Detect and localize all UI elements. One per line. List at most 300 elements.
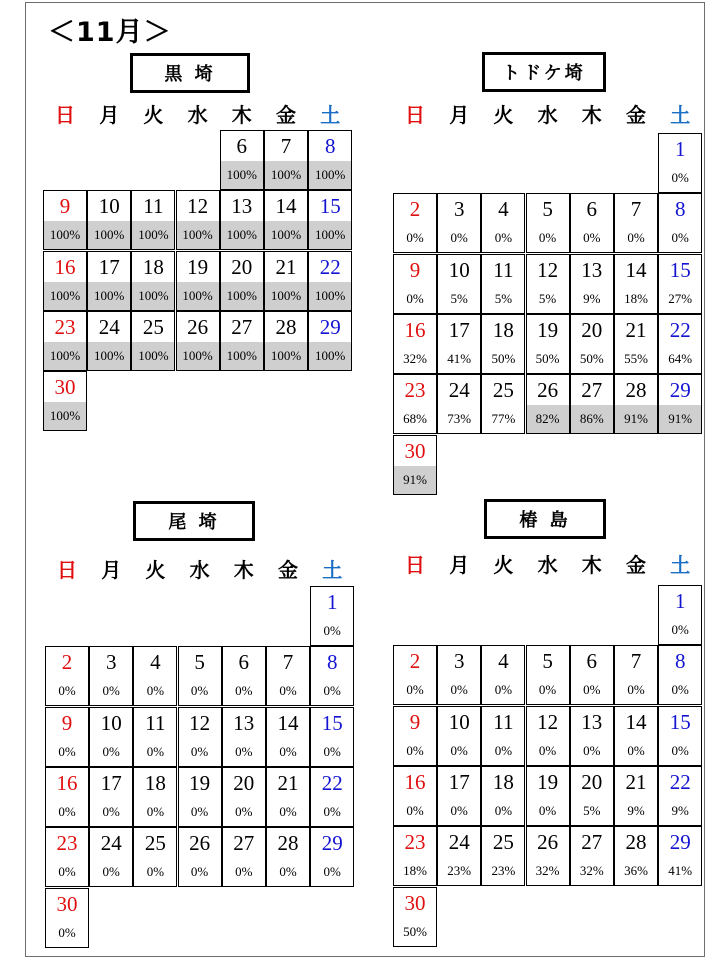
day-percentage: 0%: [146, 864, 165, 880]
day-cell: [526, 826, 570, 886]
weekday-header: 金: [276, 103, 296, 127]
day-cell: [393, 193, 437, 253]
day-cell: [393, 645, 437, 705]
day-cell: [87, 251, 131, 311]
day-percentage: 0%: [58, 864, 76, 880]
day-percentage: 0%: [102, 683, 120, 699]
day-percentage: 0%: [146, 803, 165, 819]
day-cell: [220, 190, 264, 250]
day-number: 16: [56, 770, 78, 795]
weekday-header: 火: [493, 103, 514, 127]
day-cell: [264, 311, 308, 371]
day-cell: [481, 254, 525, 314]
day-cell: [481, 374, 525, 434]
day-cell: [614, 645, 658, 705]
day-percentage: 100%: [309, 161, 351, 189]
day-percentage: 5%: [450, 290, 468, 306]
day-number: 22: [669, 317, 691, 342]
day-percentage: 0%: [146, 743, 165, 759]
day-number: 23: [54, 314, 76, 339]
day-number: 21: [275, 254, 297, 279]
day-number: 11: [493, 709, 514, 734]
day-number: 17: [98, 254, 120, 279]
day-cell: [178, 767, 222, 827]
day-number: 15: [319, 194, 341, 219]
day-percentage: 100%: [221, 221, 263, 249]
day-number: 20: [581, 769, 603, 794]
day-cell: [614, 826, 658, 886]
day-number: 13: [231, 194, 253, 219]
day-cell: [526, 374, 570, 434]
weekday-header: 土: [670, 553, 691, 577]
day-number: 14: [625, 709, 647, 734]
day-number: 2: [409, 649, 421, 674]
day-number: 6: [238, 650, 250, 675]
day-number: 2: [409, 197, 421, 222]
day-cell: [131, 251, 175, 311]
day-cell: [222, 827, 266, 887]
day-percentage: 100%: [44, 342, 86, 370]
day-percentage: 9%: [627, 802, 645, 818]
day-number: 3: [453, 649, 465, 674]
day-percentage: 0%: [58, 683, 76, 699]
day-percentage: 73%: [447, 411, 472, 427]
day-percentage: 0%: [627, 742, 645, 758]
day-percentage: 91%: [394, 466, 436, 494]
day-percentage: 100%: [309, 221, 351, 249]
day-percentage: 100%: [177, 282, 219, 310]
day-percentage: 36%: [624, 863, 648, 879]
day-number: 24: [448, 830, 470, 855]
day-number: 3: [105, 650, 117, 675]
day-number: 10: [100, 710, 122, 735]
site-label: 椿 島: [484, 499, 606, 539]
day-cell: [658, 826, 702, 886]
day-number: 19: [537, 769, 559, 794]
day-percentage: 32%: [403, 350, 427, 366]
day-percentage: 9%: [671, 802, 689, 818]
day-cell: [308, 190, 352, 250]
day-cell: [308, 251, 352, 311]
day-cell: [570, 645, 614, 705]
day-percentage: 0%: [406, 742, 424, 758]
day-number: 4: [498, 649, 509, 674]
day-percentage: 0%: [279, 743, 297, 759]
day-percentage: 100%: [177, 342, 219, 370]
day-number: 27: [233, 831, 255, 856]
day-percentage: 41%: [668, 863, 693, 879]
weekday-header: 火: [493, 553, 514, 577]
day-number: 22: [319, 254, 341, 279]
day-number: 29: [669, 378, 691, 403]
day-number: 18: [492, 769, 514, 794]
day-percentage: 0%: [323, 864, 341, 880]
day-number: 1: [674, 589, 686, 613]
day-cell: [310, 646, 354, 706]
site-label: 黒 埼: [130, 53, 250, 93]
weekday-header: 月: [101, 558, 122, 582]
day-percentage: 100%: [265, 221, 307, 249]
day-percentage: 100%: [221, 161, 263, 189]
day-percentage: 0%: [235, 864, 253, 880]
day-number: 12: [537, 257, 559, 282]
day-cell: [526, 766, 570, 826]
day-percentage: 23%: [447, 863, 472, 879]
day-percentage: 0%: [102, 864, 120, 880]
day-percentage: 0%: [494, 230, 513, 246]
day-cell: [437, 193, 481, 253]
day-cell: [176, 251, 220, 311]
day-percentage: 77%: [491, 411, 516, 427]
day-cell: [264, 130, 308, 190]
day-percentage: 0%: [279, 864, 297, 880]
day-percentage: 64%: [668, 350, 693, 366]
day-cell: [570, 254, 614, 314]
day-cell: [87, 311, 131, 371]
day-number: 30: [404, 890, 426, 915]
day-percentage: 0%: [406, 802, 424, 818]
day-number: 7: [280, 134, 292, 158]
day-percentage: 0%: [671, 622, 689, 637]
day-cell: [614, 374, 658, 434]
day-percentage: 100%: [132, 221, 174, 249]
day-number: 2: [61, 650, 73, 675]
weekday-header: 水: [537, 553, 558, 577]
day-cell: [614, 314, 658, 374]
day-percentage: 32%: [535, 863, 560, 879]
weekday-header: 木: [233, 558, 254, 582]
day-number: 5: [542, 649, 553, 674]
day-number: 18: [144, 770, 166, 795]
day-percentage: 0%: [494, 802, 513, 818]
day-percentage: 50%: [579, 350, 604, 366]
day-percentage: 0%: [538, 802, 557, 818]
day-number: 23: [404, 830, 426, 855]
day-number: 25: [142, 314, 164, 339]
day-number: 24: [98, 314, 120, 339]
day-cell: [310, 707, 354, 767]
day-percentage: 68%: [403, 411, 427, 427]
day-number: 9: [409, 709, 421, 734]
day-cell: [481, 314, 525, 374]
day-percentage: 0%: [583, 682, 601, 698]
day-cell: [266, 827, 310, 887]
day-cell: [89, 767, 133, 827]
day-cell: [176, 190, 220, 250]
day-number: 8: [324, 134, 336, 158]
day-number: 6: [586, 197, 598, 222]
day-cell: [658, 585, 702, 645]
day-number: 15: [669, 257, 691, 282]
day-cell: [570, 826, 614, 886]
day-number: 26: [189, 831, 211, 856]
day-cell: [570, 314, 614, 374]
day-number: 4: [150, 650, 161, 675]
day-percentage: 0%: [58, 743, 76, 759]
day-number: 17: [100, 770, 122, 795]
day-percentage: 50%: [491, 350, 516, 366]
day-cell: [310, 586, 354, 646]
day-percentage: 0%: [323, 683, 341, 699]
day-cell: [87, 190, 131, 250]
day-number: 20: [233, 770, 255, 795]
day-number: 12: [537, 709, 559, 734]
day-percentage: 0%: [323, 803, 341, 819]
day-number: 14: [275, 194, 297, 219]
day-number: 24: [100, 831, 122, 856]
day-percentage: 18%: [624, 290, 648, 306]
day-number: 20: [581, 317, 603, 342]
day-number: 7: [630, 197, 642, 222]
day-percentage: 0%: [190, 683, 209, 699]
day-number: 20: [231, 254, 253, 279]
day-percentage: 0%: [583, 742, 601, 758]
day-cell: [308, 311, 352, 371]
day-number: 11: [143, 194, 164, 219]
day-cell: [133, 827, 177, 887]
day-cell: [526, 254, 570, 314]
day-percentage: 0%: [450, 742, 468, 758]
day-percentage: 100%: [132, 342, 174, 370]
day-cell: [222, 646, 266, 706]
weekday-header: 火: [145, 558, 166, 582]
day-number: 14: [625, 257, 647, 282]
day-cell: [658, 133, 702, 193]
day-number: 4: [498, 197, 509, 222]
day-cell: [437, 254, 481, 314]
day-number: 6: [236, 134, 248, 158]
day-cell: [658, 645, 702, 705]
day-number: 10: [98, 194, 120, 219]
day-number: 16: [404, 317, 426, 342]
day-number: 11: [493, 257, 514, 282]
day-percentage: 0%: [235, 683, 253, 699]
day-cell: [45, 827, 89, 887]
day-cell: [393, 887, 437, 947]
day-cell: [266, 646, 310, 706]
day-number: 8: [674, 649, 686, 674]
weekday-header: 日: [405, 103, 425, 127]
day-cell: [437, 645, 481, 705]
day-number: 17: [448, 769, 470, 794]
day-number: 3: [453, 197, 465, 222]
day-percentage: 0%: [235, 743, 253, 759]
day-percentage: 91%: [659, 405, 701, 433]
day-number: 23: [404, 378, 426, 403]
day-cell: [526, 645, 570, 705]
day-number: 11: [145, 710, 166, 735]
day-percentage: 27%: [668, 290, 693, 306]
day-percentage: 0%: [627, 230, 645, 246]
day-percentage: 0%: [450, 802, 468, 818]
day-cell: [481, 706, 525, 766]
day-number: 23: [56, 831, 78, 856]
day-cell: [393, 435, 437, 495]
weekday-header: 金: [626, 103, 646, 127]
day-number: 27: [581, 378, 603, 403]
weekday-header: 木: [231, 103, 252, 127]
day-cell: [133, 646, 177, 706]
day-number: 9: [409, 257, 421, 282]
day-cell: [481, 826, 525, 886]
day-number: 15: [321, 710, 343, 735]
day-percentage: 50%: [535, 350, 560, 366]
day-percentage: 100%: [44, 402, 86, 430]
day-number: 29: [319, 314, 341, 339]
day-cell: [614, 193, 658, 253]
day-percentage: 41%: [447, 350, 472, 366]
day-percentage: 100%: [265, 342, 307, 370]
day-number: 1: [326, 590, 338, 614]
day-cell: [133, 767, 177, 827]
weekday-header: 水: [189, 558, 210, 582]
day-number: 7: [282, 650, 294, 675]
day-number: 1: [674, 137, 686, 161]
weekday-header: 水: [537, 103, 558, 127]
weekday-header: 月: [449, 553, 470, 577]
day-cell: [178, 646, 222, 706]
day-cell: [658, 766, 702, 826]
day-number: 26: [537, 378, 559, 403]
day-cell: [220, 311, 264, 371]
day-percentage: 86%: [571, 405, 613, 433]
day-percentage: 100%: [88, 282, 130, 310]
day-percentage: 18%: [403, 863, 427, 879]
day-cell: [526, 314, 570, 374]
day-cell: [437, 706, 481, 766]
day-number: 10: [448, 257, 470, 282]
day-cell: [437, 374, 481, 434]
day-cell: [526, 193, 570, 253]
day-percentage: 100%: [132, 282, 174, 310]
day-cell: [658, 706, 702, 766]
day-cell: [178, 827, 222, 887]
day-number: 9: [59, 194, 71, 219]
day-cell: [658, 254, 702, 314]
day-percentage: 100%: [44, 282, 86, 310]
day-percentage: 0%: [323, 623, 341, 638]
weekday-header: 金: [626, 553, 646, 577]
day-percentage: 100%: [309, 342, 351, 370]
day-percentage: 100%: [309, 282, 351, 310]
day-cell: [220, 251, 264, 311]
day-number: 21: [625, 317, 647, 342]
day-cell: [614, 766, 658, 826]
day-cell: [131, 190, 175, 250]
day-percentage: 50%: [403, 923, 427, 939]
day-number: 16: [54, 254, 76, 279]
day-number: 24: [448, 378, 470, 403]
day-percentage: 0%: [494, 742, 513, 758]
weekday-header: 火: [143, 103, 164, 127]
day-cell: [437, 314, 481, 374]
day-percentage: 100%: [265, 282, 307, 310]
day-cell: [220, 130, 264, 190]
day-number: 29: [321, 831, 343, 856]
day-number: 30: [54, 375, 76, 400]
day-cell: [658, 314, 702, 374]
day-number: 29: [669, 830, 691, 855]
day-number: 6: [586, 649, 598, 674]
day-cell: [658, 193, 702, 253]
weekday-header: 日: [57, 558, 77, 582]
day-percentage: 9%: [583, 290, 601, 306]
day-number: 18: [492, 317, 514, 342]
day-cell: [481, 645, 525, 705]
day-percentage: 100%: [221, 282, 263, 310]
day-cell: [570, 374, 614, 434]
day-cell: [526, 706, 570, 766]
day-percentage: 0%: [102, 803, 120, 819]
day-percentage: 82%: [527, 405, 569, 433]
day-number: 21: [625, 769, 647, 794]
day-percentage: 0%: [102, 743, 120, 759]
day-number: 14: [277, 710, 299, 735]
day-percentage: 0%: [627, 682, 645, 698]
day-number: 5: [194, 650, 205, 675]
day-cell: [178, 707, 222, 767]
day-percentage: 0%: [538, 230, 557, 246]
day-number: 19: [537, 317, 559, 342]
day-number: 12: [189, 710, 211, 735]
day-percentage: 100%: [88, 221, 130, 249]
weekday-header: 木: [581, 103, 602, 127]
day-number: 19: [187, 254, 209, 279]
day-cell: [45, 888, 89, 948]
day-percentage: 0%: [323, 743, 341, 759]
weekday-header: 水: [187, 103, 208, 127]
day-percentage: 5%: [494, 290, 513, 306]
day-cell: [266, 707, 310, 767]
weekday-header: 土: [670, 103, 691, 127]
day-cell: [45, 646, 89, 706]
day-cell: [393, 254, 437, 314]
day-cell: [45, 707, 89, 767]
day-percentage: 0%: [406, 290, 424, 306]
month-title: ＜11月＞: [48, 17, 172, 48]
day-number: 25: [144, 831, 166, 856]
day-cell: [308, 130, 352, 190]
day-cell: [570, 193, 614, 253]
day-percentage: 100%: [221, 342, 263, 370]
day-percentage: 55%: [624, 350, 648, 366]
day-percentage: 91%: [615, 405, 657, 433]
day-number: 12: [187, 194, 209, 219]
day-cell: [133, 707, 177, 767]
day-cell: [481, 766, 525, 826]
day-number: 17: [448, 317, 470, 342]
day-number: 27: [581, 830, 603, 855]
day-number: 13: [233, 710, 255, 735]
day-number: 28: [275, 314, 297, 339]
day-cell: [89, 646, 133, 706]
day-number: 22: [321, 770, 343, 795]
day-percentage: 100%: [177, 221, 219, 249]
site-label: トドケ埼: [482, 52, 606, 92]
day-number: 21: [277, 770, 299, 795]
day-number: 8: [326, 650, 338, 675]
day-cell: [658, 374, 702, 434]
day-number: 16: [404, 769, 426, 794]
day-cell: [89, 827, 133, 887]
day-cell: [131, 311, 175, 371]
day-percentage: 0%: [494, 682, 513, 698]
day-number: 18: [142, 254, 164, 279]
day-percentage: 32%: [579, 863, 604, 879]
day-cell: [393, 766, 437, 826]
day-number: 19: [189, 770, 211, 795]
day-cell: [310, 827, 354, 887]
